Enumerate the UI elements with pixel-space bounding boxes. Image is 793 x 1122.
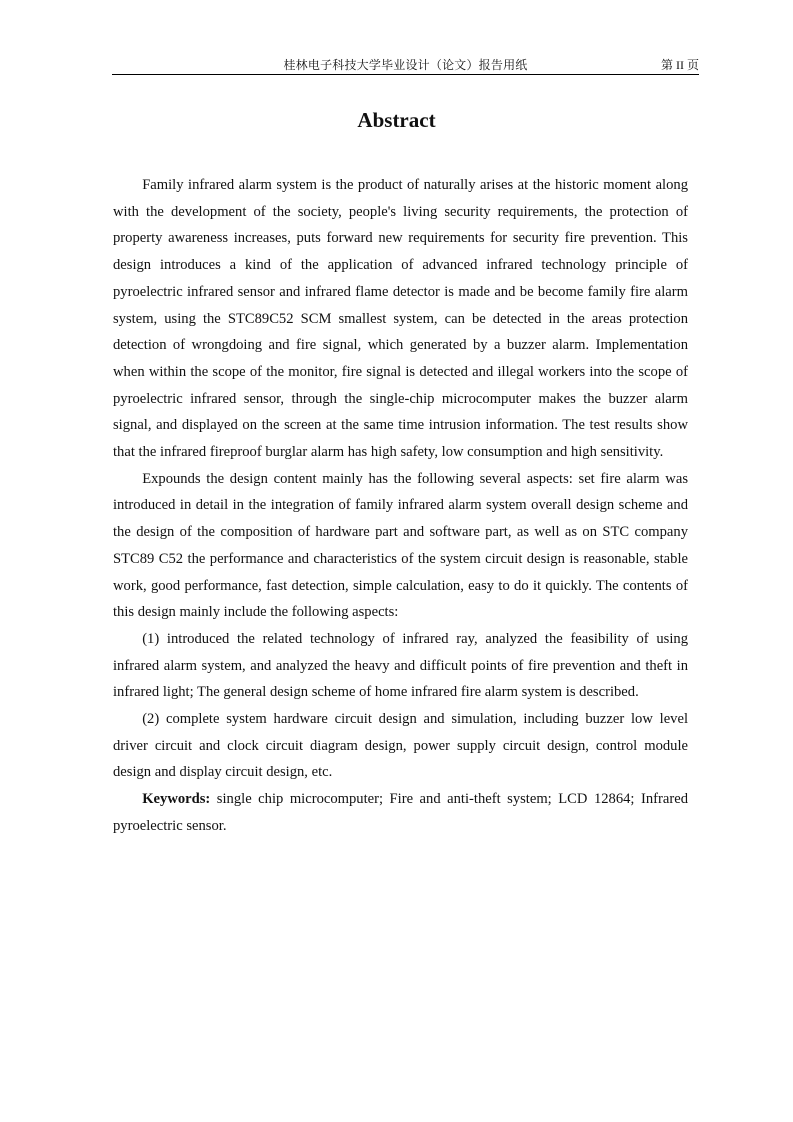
- abstract-paragraph-3: (1) introduced the related technology of infrared ray, analyzed the feasibility of using infrared alarm system, and analyzed the heavy and difficult points of fire prevention and theft in infrared light; The general design scheme of home infrared fire alarm system is described.: [113, 630, 688, 701]
- header-title: 桂林电子科技大学毕业设计（论文）报告用纸: [283, 58, 528, 72]
- keywords-paragraph: [113, 786, 688, 839]
- abstract-body: [113, 172, 688, 840]
- page-header: [112, 56, 699, 75]
- abstract-paragraph-2: Expounds the design content mainly has the following several aspects: set fire alarm was introduced in detail in the integration of family infrared alarm system overall design scheme and the design of the composition of hardware part and software part, as well as on STC company STC89 C52 the performance and characteristics of the system circuit design is reasonable, stable work, good performance, fast detection, simple calculation, easy to do it quickly. The contents of this design mainly include the following aspects:: [113, 470, 688, 621]
- abstract-title: Abstract: [357, 108, 436, 132]
- keywords-text: single chip microcomputer; Fire and anti-theft system; LCD 12864; Infrared pyroelectric sensor.: [113, 791, 688, 834]
- header-page-number: 第 II 页: [661, 58, 699, 72]
- abstract-paragraph-4: (2) complete system hardware circuit design and simulation, including buzzer low level driver circuit and clock circuit diagram design, power supply circuit design, control module design and display circuit design, etc.: [113, 711, 688, 781]
- abstract-paragraph-1: Family infrared alarm system is the product of naturally arises at the historic moment along with the development of the society, people's living security requirements, the protection of property awareness increases, puts forward new requirements for security fire prevention. This design introduces a kind of the application of advanced infrared technology principle of pyroelectric infrared sensor and infrared flame detector is made and be become family fire alarm system, using the STC89C52 SCM smallest system, can be detected in the areas protection detection of wrongdoing and fire signal, which generated by a buzzer alarm. Implementation when within the scope of the monitor, fire signal is detected and illegal workers into the scope of pyroelectric infrared sensor, through the single-chip microcomputer makes the buzzer alarm signal, and displayed on the screen at the same time intrusion information. The test results show that the infrared fireproof burglar alarm has high safety, low consumption and high sensitivity.: [113, 177, 688, 461]
- keywords-label: Keywords:: [142, 791, 211, 808]
